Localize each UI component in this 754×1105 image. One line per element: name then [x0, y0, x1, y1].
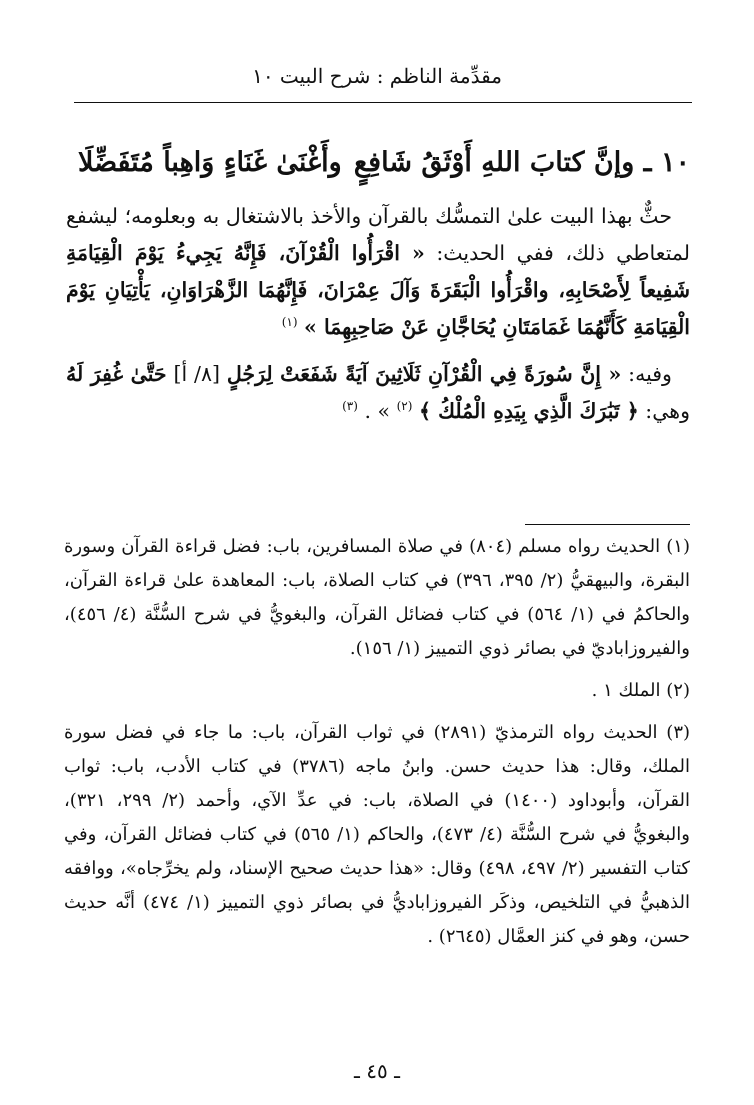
hadith-quote-2a: « إِنَّ سُورَةً فِي الْقُرْآنِ ثَلَاثِينَ آيَةً شَفَعَتْ لِرَجُلٍ — [226, 362, 622, 386]
header-rule — [74, 102, 692, 103]
footnote-ref-3[interactable]: (٣) — [342, 399, 358, 414]
commentary-paragraph-1 — [66, 198, 690, 346]
verse-first-hemistich: ١٠ ـ وإنَّ كتابَ اللهِ أَوْثَقُ شَافِعٍ — [353, 147, 690, 178]
poem-verse — [78, 140, 690, 186]
footnotes — [64, 530, 690, 954]
paragraph-2-lead: وفيه: — [628, 362, 672, 386]
hadith-quote-2b: حَتَّىٰ غُفِرَ لَهُ — [66, 362, 167, 386]
running-title: مقدِّمة الناظم : شرح البيت ١٠ — [252, 64, 502, 88]
folio-marker: [٨/ أ] — [173, 362, 220, 386]
hadith-quote-1: « اقْرَأُوا الْقُرْآنَ، فَإِنَّهُ يَجِيءُ يَوْمَ الْقِيَامَةِ شَفِيعاً لِأَصْحَابِهِ، واقْرَأُوا الْبَقَرَةَ وَآلَ عِمْرَانَ، فَإِنَّهُمَا الزَّهْرَاوَانِ، يَأْتِيَانِ يَوْمَ الْقِيَامَةِ كَأَنَّهُمَا غَمَامَتَانِ يُحَاجَّانِ عَنْ صَاحِبِهِمَا » — [66, 241, 690, 339]
footnote-separator — [525, 524, 690, 525]
commentary-text — [66, 198, 690, 430]
paragraph-2-lead-2: وهي: — [645, 399, 690, 423]
footnote-3: (٣) الحديث رواه الترمذيّ (٢٨٩١) في ثواب القرآن، باب: ما جاء في فضل سورة الملك، وقال: هذا حديث حسن. وابنُ ماجه (٣٧٨٦) في كتاب الأدب، باب: ثواب القرآن، وأبوداود (١٤٠٠) في الصلاة، باب: في عدِّ الآي، وأحمد (٢/ ٢٩٩، ٣٢١)، والبغويُّ في شرح السُّنَّة (٤/ ٤٧٣)، والحاكم (١/ ٥٦٥) في كتاب فضائل القرآن، وفي كتاب التفسير (٢/ ٤٩٧، ٤٩٨) وقال: «هذا حديث صحيح الإسناد، ولم يخرِّجاه»، ووافقه الذهبيُّ في التلخيص، وذكَر الفيروزاباديُّ في بصائر ذوي التمييز (١/ ٤٧٤) أنَّه حديث حسن، وهو في كنز العمَّال (٢٦٤٥) . — [64, 722, 691, 947]
commentary-paragraph-2 — [66, 356, 690, 430]
page-number: ـ ٤٥ ـ — [354, 1059, 400, 1083]
footnote-1: (١) الحديث رواه مسلم (٨٠٤) في صلاة المسافرين، باب: فضل قراءة القرآن وسورة البقرة، والبيهقيُّ (٢/ ٣٩٥، ٣٩٦) في كتاب الصلاة، باب: المعاهدة علىٰ قراءة القرآن، والحاكمُ في (١/ ٥٦٤) في كتاب فضائل القرآن، والبغويُّ في شرح السُّنَّة (٤/ ٤٥٦)، والفيروزاباديّ في بصائر ذوي التمييز (١/ ١٥٦). — [64, 536, 691, 659]
quran-ayah: ﴿ تَبَٰرَكَ الَّذِي بِيَدِهِ الْمُلْكُ ﴾ — [418, 399, 639, 423]
verse-second-hemistich: وأَغْنَىٰ غَنَاءٍ وَاهِباً مُتَفَضِّلَا — [78, 147, 342, 178]
footnote-ref-1[interactable]: (١) — [281, 315, 298, 330]
quote-close: » . — [364, 399, 391, 423]
footnote-ref-2[interactable]: (٢) — [396, 399, 413, 414]
paragraph-1-text: حثٌّ بهذا البيت علىٰ التمسُّك بالقرآن والأخذ بالاشتغال به وبعلومه؛ ليشفع لمتعاطي ذلك، ففي الحديث: — [66, 204, 690, 265]
footnote-2: (٢) الملك ١ . — [591, 680, 690, 701]
